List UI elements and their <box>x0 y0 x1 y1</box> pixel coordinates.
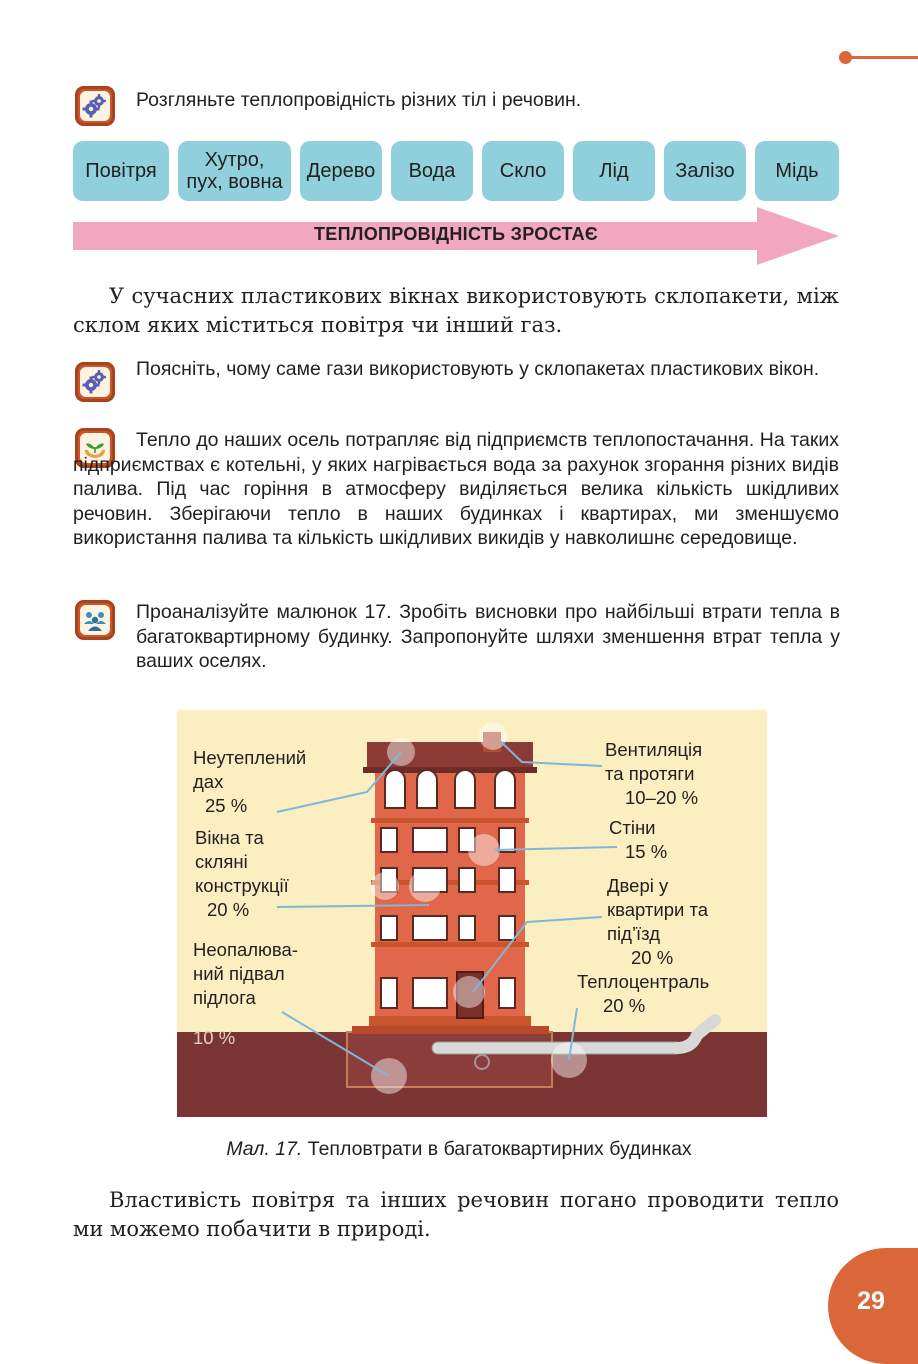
material-label: Хутро, <box>204 149 265 171</box>
basement-callout <box>193 938 298 1050</box>
callout-text: Неутеплений <box>193 747 307 768</box>
material-chip <box>73 141 169 201</box>
callout-text: Стіни <box>609 817 656 838</box>
caption-text: Тепловтрати в багатоквартирних будинках <box>302 1138 692 1160</box>
callout-value: 20 % <box>631 947 674 968</box>
callout-text: Двері у <box>607 875 669 896</box>
task1-text: Розгляньте теплопровідність різних тіл і речовин. <box>136 89 582 111</box>
header-decoration-line <box>846 56 918 59</box>
material-label: Мідь <box>775 160 819 182</box>
callout-value: 25 % <box>205 795 248 816</box>
material-chip <box>573 141 655 201</box>
callout-value: 10 % <box>193 1027 236 1048</box>
callout-value: 20 % <box>603 995 646 1016</box>
callout-text: скляні <box>195 851 248 872</box>
arrow-label: ТЕПЛОПРОВІДНІСТЬ ЗРОСТАЄ <box>313 224 599 244</box>
gears-icon <box>75 362 115 402</box>
callout-text: Вікна та <box>195 827 264 848</box>
material-chip <box>755 141 839 201</box>
callout-text: квартири та <box>607 899 709 920</box>
callout-text: Неопалюва- <box>193 939 298 960</box>
header-decoration-dot <box>839 51 852 64</box>
callout-text: Вентиляція <box>605 739 703 760</box>
windows-callout <box>195 826 289 922</box>
callout-text: під’їзд <box>607 923 661 944</box>
material-chip <box>664 141 746 201</box>
callout-text: підлога <box>193 987 256 1008</box>
material-label: Повітря <box>85 160 157 182</box>
material-label: Скло <box>499 160 547 182</box>
callout-text: конструкції <box>195 875 289 896</box>
roof-callout <box>193 746 306 818</box>
material-label: Вода <box>408 160 456 182</box>
callout-value: 10–20 % <box>625 787 699 808</box>
paragraph-nature: Властивість повітря та інших речовин погано проводити тепло ми можемо побачити в природі. <box>73 1188 839 1241</box>
material-label: Залізо <box>675 160 735 182</box>
doors-callout <box>607 874 708 970</box>
material-chip <box>178 141 291 201</box>
callout-text: та протяги <box>605 763 695 784</box>
callout-text: дах <box>193 771 224 792</box>
page-number: 29 <box>857 1287 885 1315</box>
callout-text: ний підвал <box>193 963 285 984</box>
task2-text: Поясніть, чому саме гази використовують у склопакетах пластикових вікон. <box>136 358 820 380</box>
gears-icon <box>75 86 115 126</box>
material-chip <box>482 141 564 201</box>
task4-text: Проаналізуйте малюнок 17. Зробіть висновки про найбільші втрати тепла в багатоквартирному будинку. Запропонуйте шляхи зменшення втрат тепла у ваших оселях. <box>136 601 840 672</box>
callout-text: Теплоцентраль <box>577 971 710 992</box>
material-label: пух, вовна <box>186 171 283 193</box>
ventilation-callout <box>605 738 702 810</box>
material-label: Лід <box>599 160 629 182</box>
heat-loss-figure <box>177 710 767 1117</box>
material-label: Дерево <box>306 160 376 182</box>
group-discussion-icon <box>75 600 115 640</box>
callout-value: 20 % <box>207 899 250 920</box>
material-chip <box>391 141 473 201</box>
callout-value: 15 % <box>625 841 668 862</box>
materials-row <box>73 141 839 201</box>
paragraph-windows: У сучасних пластикових вікнах використовують склопакети, між склом яких міститься повітря чи інший газ. <box>73 284 839 337</box>
figure-caption <box>0 1138 918 1161</box>
caption-label: Мал. 17. <box>226 1138 303 1160</box>
material-chip <box>300 141 382 201</box>
walls-callout <box>609 816 667 864</box>
task3-text: Тепло до наших осель потрапляє від підприємств теплопостачання. На таких підприємствах є котельні, у яких нагрівається вода за рахунок згорання різних видів палива. Під час горіння в атмосферу виділяється велика кількість шкідливих речовин. Зберігаючи тепло в наших будинках і квартирах, ми зменшуємо використання палива та кількість шкідливих викидів у навколишнє середовище. <box>73 429 839 549</box>
heating-callout <box>577 970 709 1018</box>
